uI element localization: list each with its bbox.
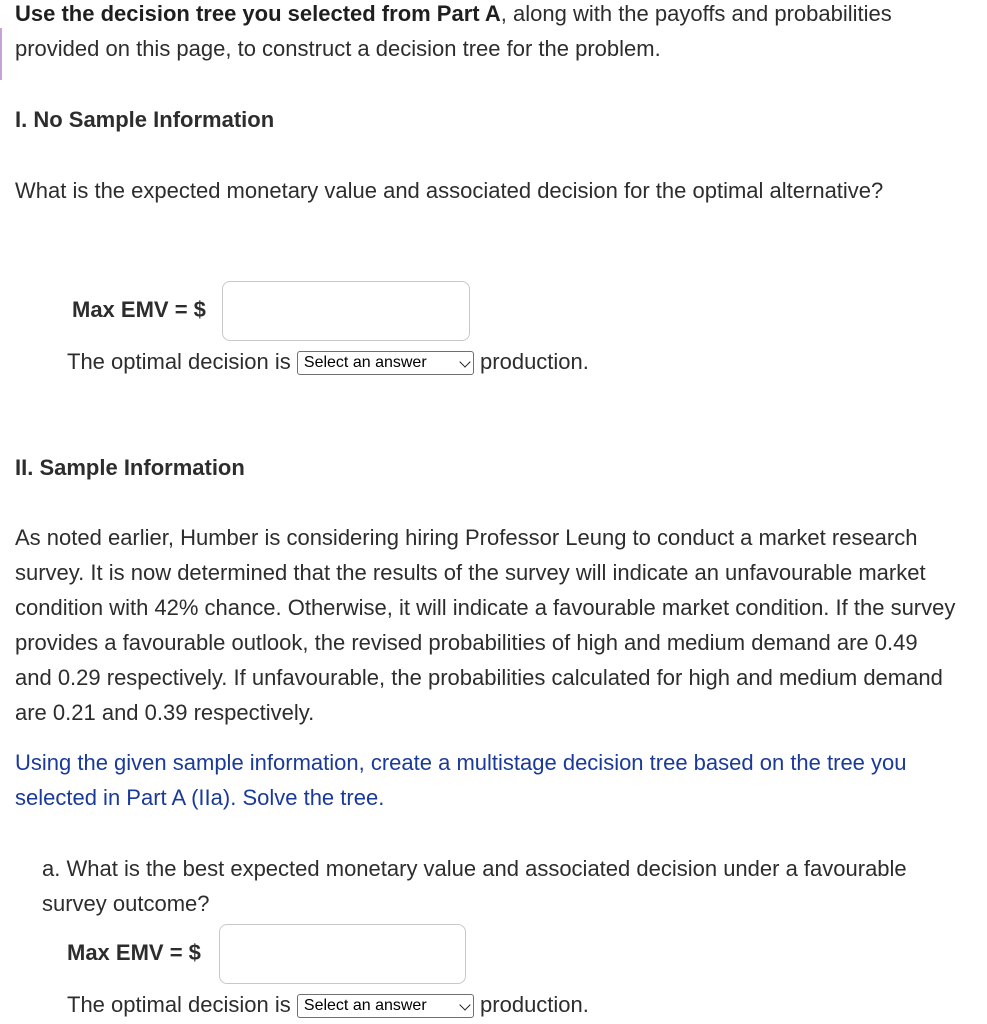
emv-label-2: Max EMV = $ <box>67 940 201 965</box>
emv-input-2[interactable] <box>219 924 466 984</box>
decision-select-1[interactable] <box>297 351 474 375</box>
section-2-heading: II. Sample Information <box>15 455 245 480</box>
question-a-marker: a. <box>42 856 61 881</box>
chevron-down-icon <box>459 357 470 368</box>
decision-prefix-2: The optimal decision is <box>67 992 291 1017</box>
section-1-heading: I. No Sample Information <box>15 107 275 132</box>
section-1-question: What is the expected monetary value and associated decision for the optimal alternative? <box>15 178 884 203</box>
decision-select-2-value: Select an answer <box>303 997 427 1015</box>
emv-label-1: Max EMV = $ <box>72 297 206 322</box>
intro-bold: Use the decision tree you selected from Part A <box>15 1 501 26</box>
accent-bar <box>0 28 2 80</box>
decision-select-2[interactable] <box>297 994 474 1018</box>
decision-line-2 <box>67 990 589 1020</box>
section-2-instruction: Using the given sample information, create a multistage decision tree based on the tree you selected in Part A (IIa). Solve the tree. <box>15 750 907 810</box>
question-a-text: What is the best expected monetary value and associated decision under a favourable survey outcome? <box>42 856 907 916</box>
decision-line-1 <box>67 347 589 377</box>
intro-text <box>15 0 975 66</box>
decision-select-1-value: Select an answer <box>303 354 427 372</box>
decision-prefix-1: The optimal decision is <box>67 349 291 374</box>
intro-rest: , along with the payoffs and probabilities provided on this page, to construct a decision tree for the problem. <box>15 1 892 61</box>
emv-input-1[interactable] <box>222 281 470 341</box>
decision-suffix-2: production. <box>480 992 589 1017</box>
question-a <box>42 851 942 921</box>
chevron-down-icon <box>459 1000 470 1011</box>
decision-suffix-1: production. <box>480 349 589 374</box>
section-2-paragraph: As noted earlier, Humber is considering hiring Professor Leung to conduct a market research survey. It is now determined that the results of the survey will indicate an unfavourable market condition with 42% chance. Otherwise, it will indicate a favourable market condition. If the survey provides a favourable outlook, the revised probabilities of high and medium demand are 0.49 and 0.29 respectively. If unfavourable, the probabilities calculated for high and medium demand are 0.21 and 0.39 respectively. <box>15 525 956 725</box>
